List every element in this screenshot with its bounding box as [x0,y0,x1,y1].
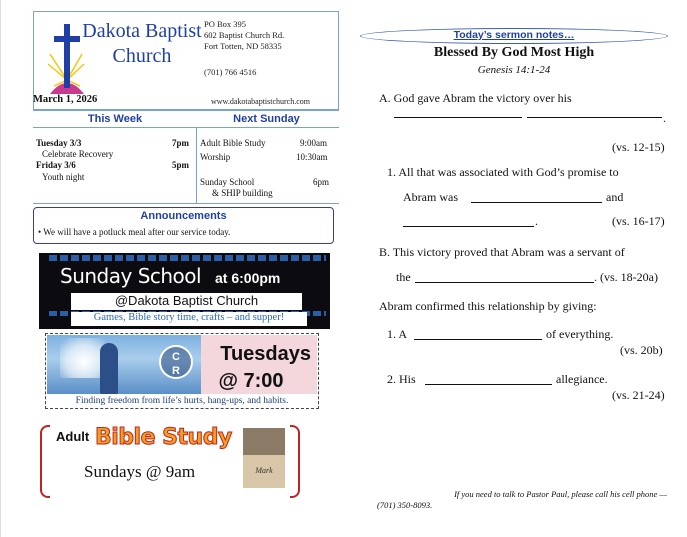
church-website-link[interactable]: www.dakotabaptistchurch.com [211,97,311,106]
celebrate-recovery-logo-icon: C R [159,345,193,379]
sermon-point-b-the: the [396,270,411,284]
next-sunday-time: 6pm [313,177,330,187]
next-sunday-event-detail: & SHIP building [212,188,273,198]
sunday-school-title: Sunday School [60,264,202,288]
this-week-event: Celebrate Recovery [42,149,114,159]
sermon-point-b: B. This victory proved that Abram was a servant of [379,245,625,259]
bulletin-date: March 1, 2026 [33,94,98,105]
announcements-title: Announcements [140,210,227,222]
sermon-point-a: A. God gave Abram the victory over his [379,91,572,105]
schedule-divider [196,128,197,204]
this-week-time: 7pm [172,138,190,148]
book-cover-title: Mark [255,466,273,475]
sermon-item2-prefix: 2. His [387,372,416,386]
sermon-point-1a-line2: Abram was [403,190,458,204]
bible-study-bracket-left [40,425,50,498]
sermon-scripture-reference: Genesis 14:1-24 [477,64,551,76]
bible-study-schedule: Sundays @ 9am [84,462,196,481]
book-cover-image [243,428,285,488]
this-week-day: Tuesday 3/3 [36,138,82,148]
recovery-day: Tuesdays [220,343,311,365]
verse-reference: . (vs. 18-20a) [594,270,658,284]
fill-in-blank[interactable] [394,117,522,118]
bible-study-bracket-right [290,425,300,498]
this-week-day: Friday 3/6 [36,160,76,170]
sermon-confirm-line: Abram confirmed this relationship by giving: [379,299,597,313]
next-sunday-event: Adult Bible Study [200,138,266,148]
this-week-title: This Week [87,113,143,125]
sermon-item1-suffix: of everything. [546,327,614,341]
bible-study-title: Bible Study [95,425,232,450]
next-sunday-time: 9:00am [300,138,327,148]
sunday-school-time: at 6:00pm [215,270,281,286]
sunday-school-description: Games, Bible story time, crafts – and supper! [93,312,285,323]
person-silhouette-icon [100,343,118,394]
sermon-item2-suffix: allegiance. [556,372,608,386]
church-name: Dakota Baptist Church [82,20,202,67]
church-address: PO Box 395 602 Baptist Church Rd. Fort Totten, ND 58335 [204,19,285,51]
sunday-school-place: @Dakota Baptist Church [114,293,259,308]
period: . [663,111,666,125]
fill-in-blank[interactable] [415,282,594,283]
next-sunday-time: 10:30am [296,152,328,162]
verse-reference: (vs. 20b) [620,343,663,357]
next-sunday-event: Worship [200,152,231,162]
sermon-point-1a: 1. All that was associated with God’s promise to [387,165,619,179]
sermon-notes-label: Today’s sermon notes… [453,29,575,41]
banner-stripes [49,255,326,261]
this-week-event: Youth night [42,172,85,182]
church-phone: (701) 766 4516 [204,67,257,77]
fill-in-blank[interactable] [425,384,552,385]
fill-in-blank[interactable] [471,202,602,203]
sermon-title: Blessed By God Most High [433,45,595,60]
pastor-contact-note: If you need to talk to Pastor Paul, please call his cell phone — (701) 350-8093. [377,489,667,510]
sermon-item1-prefix: 1. A [387,327,408,341]
fill-in-blank[interactable] [527,117,662,118]
next-sunday-title: Next Sunday [233,113,300,125]
verse-reference: (vs. 16-17) [612,214,665,228]
recovery-tagline: Finding freedom from life’s hurts, hang-ups, and habits. [75,396,289,406]
fill-in-blank[interactable] [414,339,542,340]
verse-reference: (vs. 21-24) [612,388,665,402]
page-edge [0,0,1,537]
verse-reference: (vs. 12-15) [612,140,665,154]
fill-in-blank[interactable] [403,226,534,227]
bible-study-adult-label: Adult [56,429,90,444]
sermon-point-1a-and: and [606,190,624,204]
this-week-time: 5pm [172,160,190,170]
next-sunday-event: Sunday School [200,177,255,187]
recovery-time: @ 7:00 [218,370,284,392]
announcement-item: • We will have a potluck meal after our service today. [38,227,231,237]
bullet-icon: • [38,227,44,237]
period: . [535,214,538,228]
